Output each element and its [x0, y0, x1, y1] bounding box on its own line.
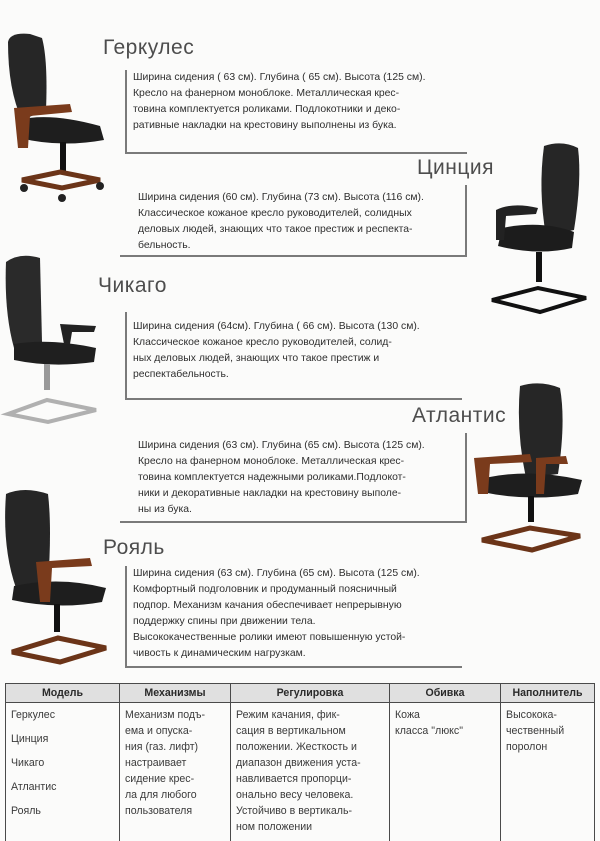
table-row: [6, 703, 595, 841]
desc-frame-hercules: [125, 70, 467, 154]
desc-frame-royal: [125, 566, 462, 668]
cincia-chair-image: [482, 140, 597, 325]
product-title-atlantis: Атлантис: [412, 404, 506, 428]
product-title-cincia: Цинция: [417, 156, 494, 180]
desc-frame-cincia: [120, 185, 467, 257]
model-hercules: Геркулес: [11, 707, 114, 723]
filler-cell: Высокока- чественный поролон: [501, 703, 595, 841]
col-adjustment: Регулировка: [231, 684, 390, 703]
upholstery-cell: Кожа класса "люкс": [390, 703, 501, 841]
spec-table: [5, 683, 595, 841]
desc-frame-atlantis: [120, 433, 467, 523]
model-atlantis: Атлантис: [11, 779, 114, 795]
chicago-chair-image: [0, 252, 105, 427]
models-cell: [6, 703, 120, 841]
product-desc-cincia: Ширина сидения (60 см). Глубина (73 см). Высота (116 см). Классическое кожаное кресло руководителей, солидных деловых людей, знающих что такое престиж и респекта- бельность.: [138, 190, 424, 254]
model-chicago: Чикаго: [11, 755, 114, 771]
product-title-hercules: Геркулес: [103, 36, 194, 60]
royal-chair-image: [0, 488, 115, 673]
adjustment-cell: Режим качания, фик- сация в вертикальном положении. Жесткость и диапазон движения уста- навливается пропорци- онально весу человека. Устойчиво в вертикаль- ном положении: [231, 703, 390, 841]
spec-table-header: [6, 684, 595, 703]
product-desc-chicago: Ширина сидения (64см). Глубина ( 66 см). Высота (130 см). Классическое кожаное кресло руководителей, солид- ных деловых людей, знающих что такое престиж и респектабельность.: [133, 319, 420, 383]
col-mechanisms: Механизмы: [120, 684, 231, 703]
product-desc-atlantis: Ширина сидения (63 см). Глубина (65 см). Высота (125 см). Кресло на фанерном моноблоке. Металлическая крес- товина комплектуется надежными роликами.Подлокот- ники и декоративные накладки на крестовину выполе- ны из бука.: [138, 438, 425, 518]
product-desc-royal: Ширина сидения (63 см). Глубина (65 см). Высота (125 см). Комфортный подголовник и продуманный поясничный подпор. Механизм качания обеспечивает непрерывную поддержку спины при движении тела. Высококачественные ролики имеют повышенную устой- чивость к динамическим нагрузкам.: [133, 566, 420, 662]
product-title-royal: Рояль: [103, 536, 165, 560]
model-cincia: Цинция: [11, 731, 114, 747]
col-upholstery: Обивка: [390, 684, 501, 703]
mechanisms-cell: Механизм подъ- ема и опуска- ния (газ. лифт) настраивает сидение крес- ла для любого пользователя: [120, 703, 231, 841]
product-title-chicago: Чикаго: [98, 274, 167, 298]
product-desc-hercules: Ширина сидения ( 63 см). Глубина ( 65 см). Высота (125 см). Кресло на фанерном моноблоке. Металлическая крес- товина комплектуется роликами. Подлокотники и деко- ративные накладки на крестовину выполнены из бука.: [133, 70, 425, 134]
hercules-chair-image: [0, 30, 118, 205]
model-royal: Рояль: [11, 803, 114, 819]
desc-frame-chicago: [125, 312, 462, 400]
col-filler: Наполнитель: [501, 684, 595, 703]
col-model: Модель: [6, 684, 120, 703]
